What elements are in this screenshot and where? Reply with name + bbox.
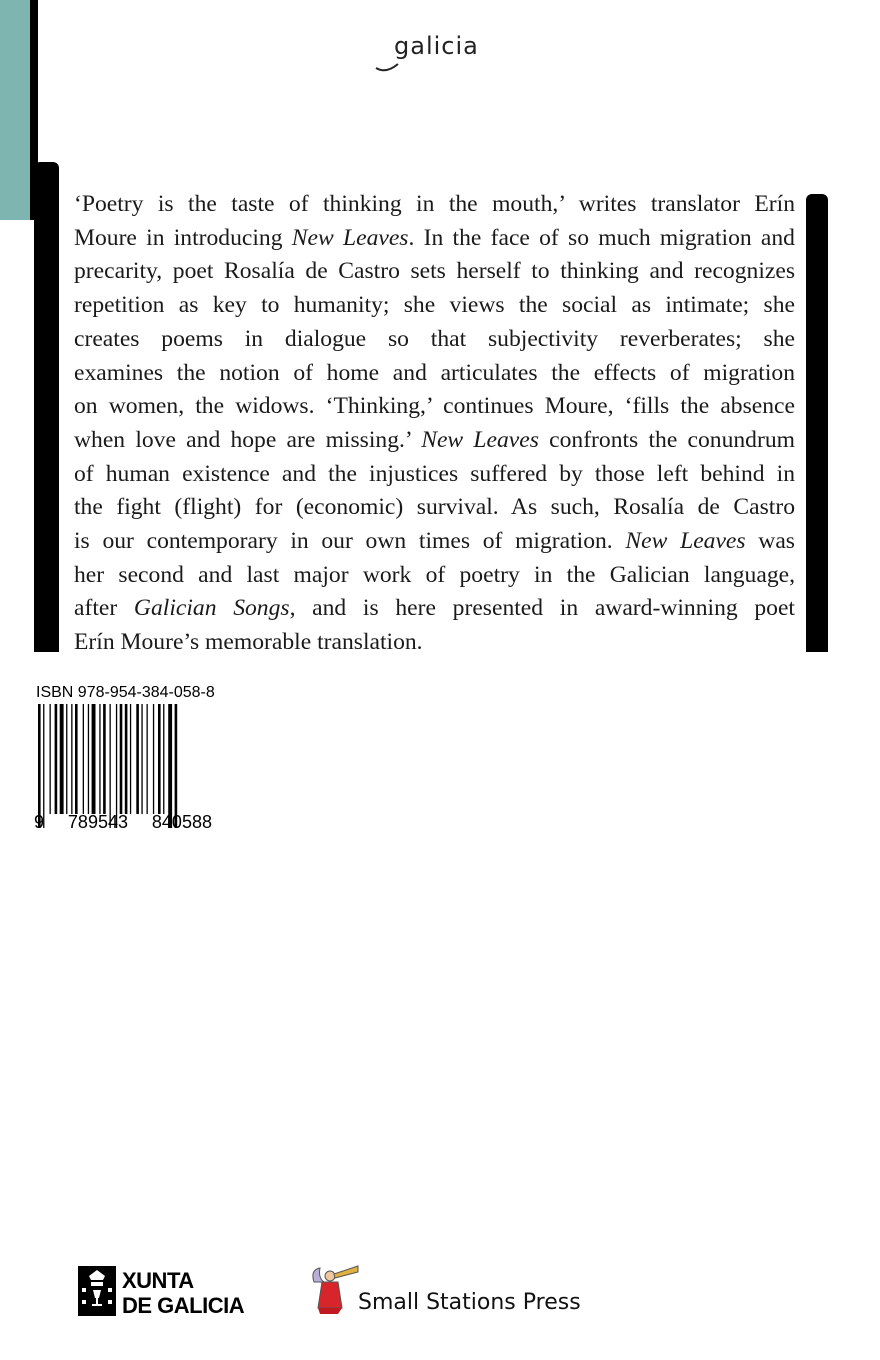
back-cover-blurb [74,188,795,660]
blurb-line [74,424,795,458]
blurb-line [74,323,795,357]
blurb-line [74,626,795,660]
blurb-line [74,357,795,391]
blurb-text: was [745,528,795,555]
barcode-bar [158,704,161,814]
blurb-title-italic: Galician Songs [133,595,290,622]
barcode-bar [83,704,84,814]
barcode-bar [71,704,72,814]
xunta-de-galicia-logo [78,1266,248,1318]
blurb-text: Erín Moure’s memorable translation. [74,629,423,656]
barcode-bar [99,704,100,814]
angel-trumpet-icon [308,1262,362,1318]
barcode-bar [88,704,89,814]
blurb-text: after [74,595,134,622]
barcode-bar [147,704,148,814]
blurb-line [74,222,795,256]
blurb-text: of human existence and the injustices suffered by those left behind in [74,460,795,487]
isbn-label: ISBN 978-954-384-058-8 [36,684,215,701]
barcode-bar [55,704,58,814]
xunta-emblem-icon [78,1266,116,1316]
blurb-text: is our contemporary in our own times of migration. [74,528,626,555]
barcode-bar [50,704,51,814]
blurb-text: creates poems in dialogue so that subjectivity reverberates; she [74,325,795,352]
blurb-line [74,289,795,323]
right-decorative-bar [806,194,828,652]
barcode-bar [136,704,139,814]
barcode-bar [168,704,172,828]
blurb-line [74,390,795,424]
blurb-text: her second and last major work of poetry in the Galician language, [74,561,795,588]
barcode-digits-right: 840588 [151,812,212,832]
blurb-line [74,188,795,222]
blurb-line [74,559,795,593]
blurb-line [74,255,795,289]
barcode-bar [110,704,111,828]
barcode-bar [163,704,164,814]
barcode-digit-lead: 9 [34,812,45,832]
barcode-digits-left: 789543 [67,812,128,832]
barcode-bar [38,704,41,828]
barcode-bar [43,704,44,828]
blurb-text: Moure in introducing [74,224,292,251]
barcode [36,704,214,828]
small-stations-press-logo [308,1262,588,1322]
blurb-title-italic: New Leaves [291,224,409,251]
blurb-text: . In the face of so much migration and [408,224,795,251]
publisher-name: Small Stations Press [358,1290,581,1315]
xunta-text [122,1268,244,1318]
blurb-line [74,491,795,525]
barcode-bar [125,704,128,814]
blurb-text: ‘Poetry is the taste of thinking in the mouth,’ writes translator Erín [74,191,795,217]
barcode-bar [120,704,123,814]
barcode-digits [34,812,212,833]
barcode-bar [130,704,131,814]
galicia-series-logo [372,28,482,78]
teal-spine-strip [0,0,30,220]
barcode-bar [116,704,117,828]
blurb-text: examines the notion of home and articulates the effects of migration [74,359,795,386]
blurb-text: confronts the conundrum [538,426,795,453]
blurb-line [74,525,795,559]
blurb-title-italic: New Leaves [421,426,539,453]
blurb-text: the fight (flight) for (economic) survival. As such, Rosalía de Castro [74,494,795,521]
blurb-line [74,458,795,492]
xunta-line-1: XUNTA [122,1268,194,1293]
blurb-text: repetition as key to humanity; she views the social as intimate; she [74,292,795,319]
xunta-line-2: DE GALICIA [122,1293,245,1318]
galicia-logo-text: galicia [394,32,479,60]
blurb-text: , and is here presented in award-winning poet [289,595,795,622]
barcode-bar [103,704,106,814]
barcode-bar [141,704,142,814]
blurb-text: precarity, poet Rosalía de Castro sets herself to thinking and recognizes [74,258,795,285]
blurb-text: when love and hope are missing.’ [74,426,422,453]
barcode-bar [153,704,154,814]
left-decorative-bar [34,162,59,652]
blurb-text: on women, the widows. ‘Thinking,’ continues Moure, ‘fills the absence [74,393,795,420]
barcode-bar [60,704,64,814]
barcode-bar [92,704,96,814]
barcode-bar [66,704,67,814]
barcode-bar [175,704,178,828]
barcode-bar [75,704,78,814]
blurb-title-italic: New Leaves [625,528,746,555]
blurb-line [74,592,795,626]
